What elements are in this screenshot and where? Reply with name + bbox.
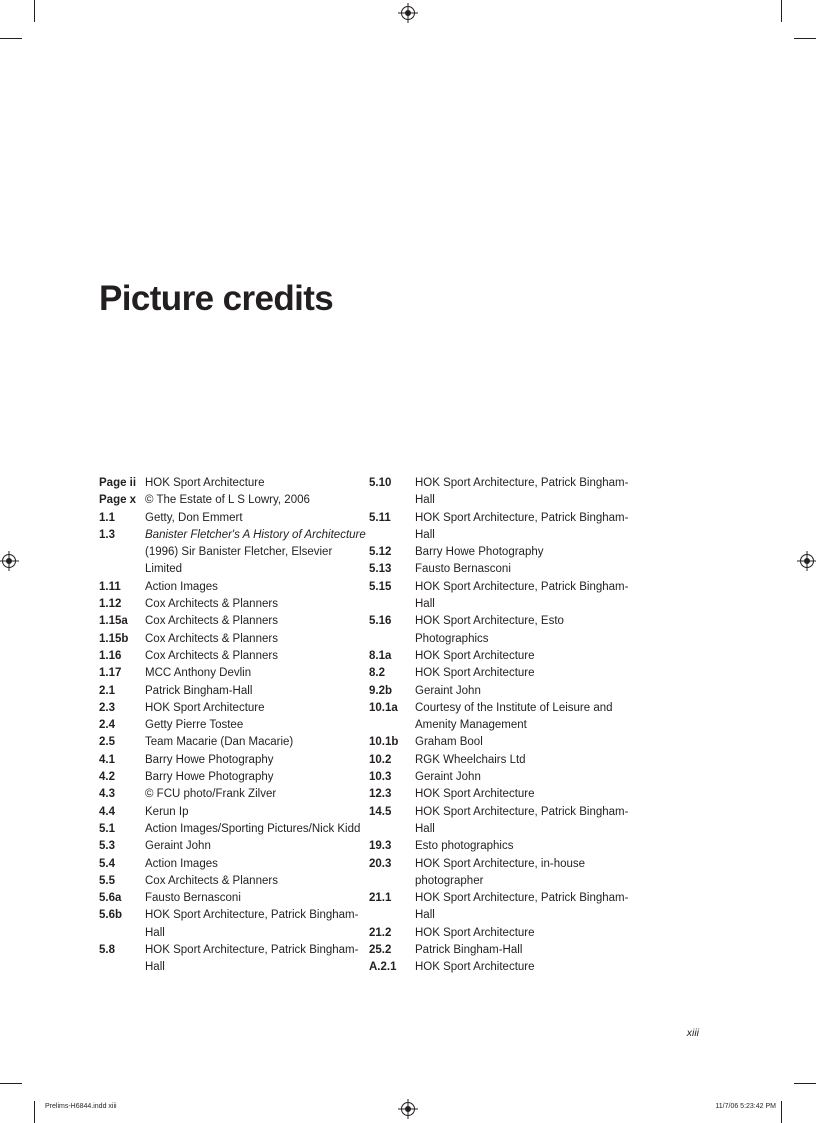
credit-entry — [369, 838, 629, 855]
credit-entry — [99, 596, 369, 613]
credit-source — [415, 804, 629, 839]
credit-entry — [99, 752, 369, 769]
credit-source — [145, 821, 369, 838]
credit-figure-number: 1.15a — [99, 615, 128, 628]
credit-source — [145, 683, 369, 700]
credit-source — [145, 734, 369, 751]
credit-entry — [99, 475, 369, 492]
credit-figure-number: 14.5 — [369, 805, 392, 818]
credit-source-text: Geraint John — [415, 684, 481, 697]
credit-source — [415, 925, 629, 942]
credit-source-text: HOK Sport Architecture, Patrick Bingham-Hall — [415, 511, 629, 541]
credit-entry — [369, 734, 629, 751]
credit-entry — [369, 665, 629, 682]
credit-source-text: Fausto Bernasconi — [415, 563, 511, 576]
credit-source-text: Graham Bool — [415, 736, 483, 749]
credit-source — [415, 752, 629, 769]
credit-source-text: (1996) Sir Banister Fletcher, Elsevier Limited — [145, 546, 333, 576]
credit-entry — [99, 804, 369, 821]
credit-entry — [99, 734, 369, 751]
registration-mark-top-icon — [401, 6, 415, 20]
credit-figure-number: 5.12 — [369, 546, 392, 559]
credit-source-text: Getty Pierre Tostee — [145, 719, 244, 732]
credit-source — [415, 665, 629, 682]
credit-entry — [369, 942, 629, 959]
credit-figure-number: 10.3 — [369, 771, 392, 784]
credit-entry — [369, 925, 629, 942]
registration-mark-right-icon — [800, 554, 814, 568]
credit-source-text: HOK Sport Architecture, Patrick Bingham-Hall — [415, 477, 629, 507]
credit-source — [145, 717, 369, 734]
credit-entry — [369, 475, 629, 510]
credit-entry — [369, 959, 629, 976]
credit-entry — [369, 510, 629, 545]
credit-entry — [99, 821, 369, 838]
credit-source — [145, 804, 369, 821]
credit-source — [145, 907, 369, 942]
credit-source — [145, 752, 369, 769]
credit-entry — [99, 700, 369, 717]
credit-entry — [99, 856, 369, 873]
credit-entry — [99, 942, 369, 977]
credit-source — [145, 510, 369, 527]
credit-source — [145, 665, 369, 682]
credit-figure-number: 20.3 — [369, 857, 392, 870]
credit-source — [145, 527, 369, 579]
credit-figure-number: 5.6a — [99, 892, 122, 905]
credit-source-text: Action Images/Sporting Pictures/Nick Kidd — [145, 822, 361, 835]
credit-figure-number: 4.2 — [99, 771, 115, 784]
credit-entry — [369, 769, 629, 786]
credit-source-text: HOK Sport Architecture, in-house photographer — [415, 857, 586, 887]
credit-figure-number: 9.2b — [369, 684, 393, 697]
credit-figure-number: 8.1a — [369, 649, 392, 662]
credit-source — [415, 700, 629, 735]
credit-figure-number: 5.5 — [99, 874, 115, 887]
credit-source-text: HOK Sport Architecture, Patrick Bingham-Hall — [415, 892, 629, 922]
crop-mark-bottom-left-h — [0, 1083, 22, 1084]
credit-source — [145, 942, 369, 977]
credit-figure-number: 2.4 — [99, 719, 115, 732]
credit-source-text: Geraint John — [415, 771, 481, 784]
registration-mark-left-icon — [2, 554, 16, 568]
credit-figure-number: 1.15b — [99, 632, 129, 645]
credit-figure-number: 25.2 — [369, 944, 392, 957]
credit-entry — [369, 579, 629, 614]
credit-entry — [99, 648, 369, 665]
credit-source — [415, 648, 629, 665]
credit-source — [415, 856, 629, 891]
credit-source-text: MCC Anthony Devlin — [145, 667, 252, 680]
credit-source-text: HOK Sport Architecture — [415, 667, 535, 680]
credit-source-text: HOK Sport Architecture — [415, 649, 535, 662]
credit-source — [145, 579, 369, 596]
credit-figure-number: 1.17 — [99, 667, 122, 680]
credit-entry — [99, 890, 369, 907]
credit-source — [415, 769, 629, 786]
credit-source-text: HOK Sport Architecture, Patrick Bingham-Hall — [415, 805, 629, 835]
credit-source — [415, 734, 629, 751]
credit-source — [145, 596, 369, 613]
credit-source-text: Geraint John — [145, 840, 211, 853]
crop-mark-top-left-h — [0, 38, 22, 39]
slug-filename: Prelims-H6844.indd xiii — [45, 1103, 117, 1110]
credit-source — [145, 648, 369, 665]
credit-source — [145, 492, 369, 509]
credit-figure-number: 21.1 — [369, 892, 392, 905]
credit-figure-number: 10.1a — [369, 701, 398, 714]
credit-source-text: Fausto Bernasconi — [145, 892, 241, 905]
credit-entry — [99, 510, 369, 527]
credit-figure-number: 21.2 — [369, 926, 392, 939]
credit-entry — [99, 717, 369, 734]
credit-figure-number: 5.11 — [369, 511, 391, 524]
credit-source-text: Cox Architects & Planners — [145, 598, 278, 611]
credit-source — [145, 700, 369, 717]
credit-source — [415, 544, 629, 561]
credit-entry — [99, 873, 369, 890]
credit-source-text: Kerun Ip — [145, 805, 189, 818]
credit-entry — [369, 683, 629, 700]
credit-figure-number: 2.1 — [99, 684, 115, 697]
credit-entry — [369, 544, 629, 561]
credit-figure-number: 1.1 — [99, 511, 115, 524]
credit-entry — [369, 752, 629, 769]
credit-entry — [369, 561, 629, 578]
credit-source-text: HOK Sport Architecture, Patrick Bingham-Hall — [145, 944, 359, 974]
credit-source — [145, 890, 369, 907]
credit-source — [415, 579, 629, 614]
page-title: Picture credits — [99, 279, 334, 318]
credit-entry — [99, 907, 369, 942]
credit-source-text: Courtesy of the Institute of Leisure and Amenity Management — [415, 701, 613, 732]
credit-entry — [99, 492, 369, 509]
credit-source-text: Cox Architects & Planners — [145, 632, 278, 645]
credit-entry — [369, 856, 629, 891]
credit-figure-number: 19.3 — [369, 840, 392, 853]
credit-source-text: Patrick Bingham-Hall — [415, 944, 523, 957]
credit-figure-number: 12.3 — [369, 788, 392, 801]
credit-source — [415, 613, 629, 648]
credit-source-text: RGK Wheelchairs Ltd — [415, 753, 526, 766]
credit-figure-number: 2.5 — [99, 736, 115, 749]
credit-source-text: Patrick Bingham-Hall — [145, 684, 253, 697]
credit-entry — [369, 613, 629, 648]
credit-book-title: Banister Fletcher's A History of Architecture — [145, 528, 366, 541]
crop-mark-bottom-left — [34, 1101, 35, 1123]
credit-figure-number: 4.1 — [99, 753, 115, 766]
credit-entry — [99, 631, 369, 648]
credit-source — [145, 856, 369, 873]
credit-entry — [99, 683, 369, 700]
credit-figure-number: 1.11 — [99, 580, 121, 593]
credit-source — [415, 683, 629, 700]
credit-source-text: HOK Sport Architecture, Patrick Bingham-Hall — [145, 909, 359, 939]
credits-column-left — [99, 475, 369, 977]
credit-source-text: HOK Sport Architecture — [415, 788, 535, 801]
credit-figure-number: Page ii — [99, 477, 137, 489]
credit-figure-number: 1.16 — [99, 649, 122, 662]
credit-figure-number: 5.15 — [369, 580, 392, 593]
credit-figure-number: 5.4 — [99, 857, 115, 870]
credit-source-text: © The Estate of L S Lowry, 2006 — [145, 494, 310, 507]
credit-source-text: Barry Howe Photography — [145, 771, 274, 784]
credit-source-text: Cox Architects & Planners — [145, 615, 278, 628]
credit-source-text: Barry Howe Photography — [415, 546, 544, 559]
credit-source — [415, 959, 629, 976]
credit-source-text: HOK Sport Architecture, Esto Photographics — [415, 615, 564, 645]
credit-entry — [369, 786, 629, 803]
registration-mark-bottom-icon — [401, 1102, 415, 1116]
credit-source — [415, 942, 629, 959]
credit-entry — [369, 700, 629, 735]
credit-source — [145, 873, 369, 890]
crop-mark-top-right — [781, 0, 782, 22]
credit-source — [415, 475, 629, 510]
credit-source — [415, 561, 629, 578]
credit-source-text: HOK Sport Architecture, Patrick Bingham-Hall — [415, 580, 629, 611]
crop-mark-top-left — [34, 0, 35, 22]
crop-mark-bottom-right-h — [794, 1083, 816, 1084]
credit-source — [145, 838, 369, 855]
credit-source-text: © FCU photo/Frank Zilver — [145, 788, 277, 801]
credit-entry — [99, 769, 369, 786]
credit-entry — [369, 648, 629, 665]
credit-figure-number: 5.13 — [369, 563, 392, 576]
slug-timestamp: 11/7/06 5:23:42 PM — [715, 1103, 776, 1110]
credit-figure-number: 5.10 — [369, 477, 392, 489]
credit-source-text: Action Images — [145, 857, 218, 870]
credit-source-text: HOK Sport Architecture — [145, 701, 265, 714]
credit-figure-number: 4.4 — [99, 805, 115, 818]
credit-figure-number: 1.3 — [99, 528, 115, 541]
credit-entry — [369, 890, 629, 925]
credit-source — [145, 613, 369, 630]
credit-figure-number: 5.16 — [369, 615, 392, 628]
credit-source-text: Getty, Don Emmert — [145, 511, 243, 524]
credit-source-text: Esto photographics — [415, 840, 514, 853]
credit-entry — [99, 579, 369, 596]
credit-figure-number: 8.2 — [369, 667, 385, 680]
credit-entry — [369, 804, 629, 839]
credit-figure-number: 10.1b — [369, 736, 399, 749]
credit-source — [415, 786, 629, 803]
credit-entry — [99, 613, 369, 630]
credit-source-text: Cox Architects & Planners — [145, 874, 278, 887]
credit-figure-number: 5.1 — [99, 822, 115, 835]
credit-source-text: Cox Architects & Planners — [145, 649, 278, 662]
credit-source — [415, 510, 629, 545]
credit-source-text: HOK Sport Architecture — [145, 477, 265, 489]
credit-source-text: HOK Sport Architecture — [415, 926, 535, 939]
credit-figure-number: 10.2 — [369, 753, 392, 766]
credit-source — [145, 631, 369, 648]
credit-figure-number: 4.3 — [99, 788, 115, 801]
crop-mark-bottom-right — [781, 1101, 782, 1123]
credits-column-right — [369, 475, 629, 977]
credit-figure-number: 5.3 — [99, 840, 115, 853]
credit-source — [415, 890, 629, 925]
credit-source-text: HOK Sport Architecture — [415, 961, 535, 974]
credit-entry — [99, 838, 369, 855]
credit-figure-number: 2.3 — [99, 701, 115, 714]
credit-source-text: Barry Howe Photography — [145, 753, 274, 766]
credit-source — [145, 769, 369, 786]
page-folio: xiii — [686, 1027, 699, 1039]
credit-source-text: Team Macarie (Dan Macarie) — [145, 736, 294, 749]
credit-entry — [99, 665, 369, 682]
credit-figure-number: A.2.1 — [369, 961, 397, 974]
crop-mark-top-right-h — [794, 38, 816, 39]
credit-figure-number: Page x — [99, 494, 137, 507]
credit-figure-number: 5.8 — [99, 944, 115, 957]
credit-entry — [99, 786, 369, 803]
credit-source — [415, 838, 629, 855]
credit-source-text: Action Images — [145, 580, 218, 593]
credit-entry — [99, 527, 369, 579]
credit-figure-number: 1.12 — [99, 598, 122, 611]
credit-source — [145, 786, 369, 803]
credit-source — [145, 475, 369, 492]
credit-figure-number: 5.6b — [99, 909, 123, 922]
